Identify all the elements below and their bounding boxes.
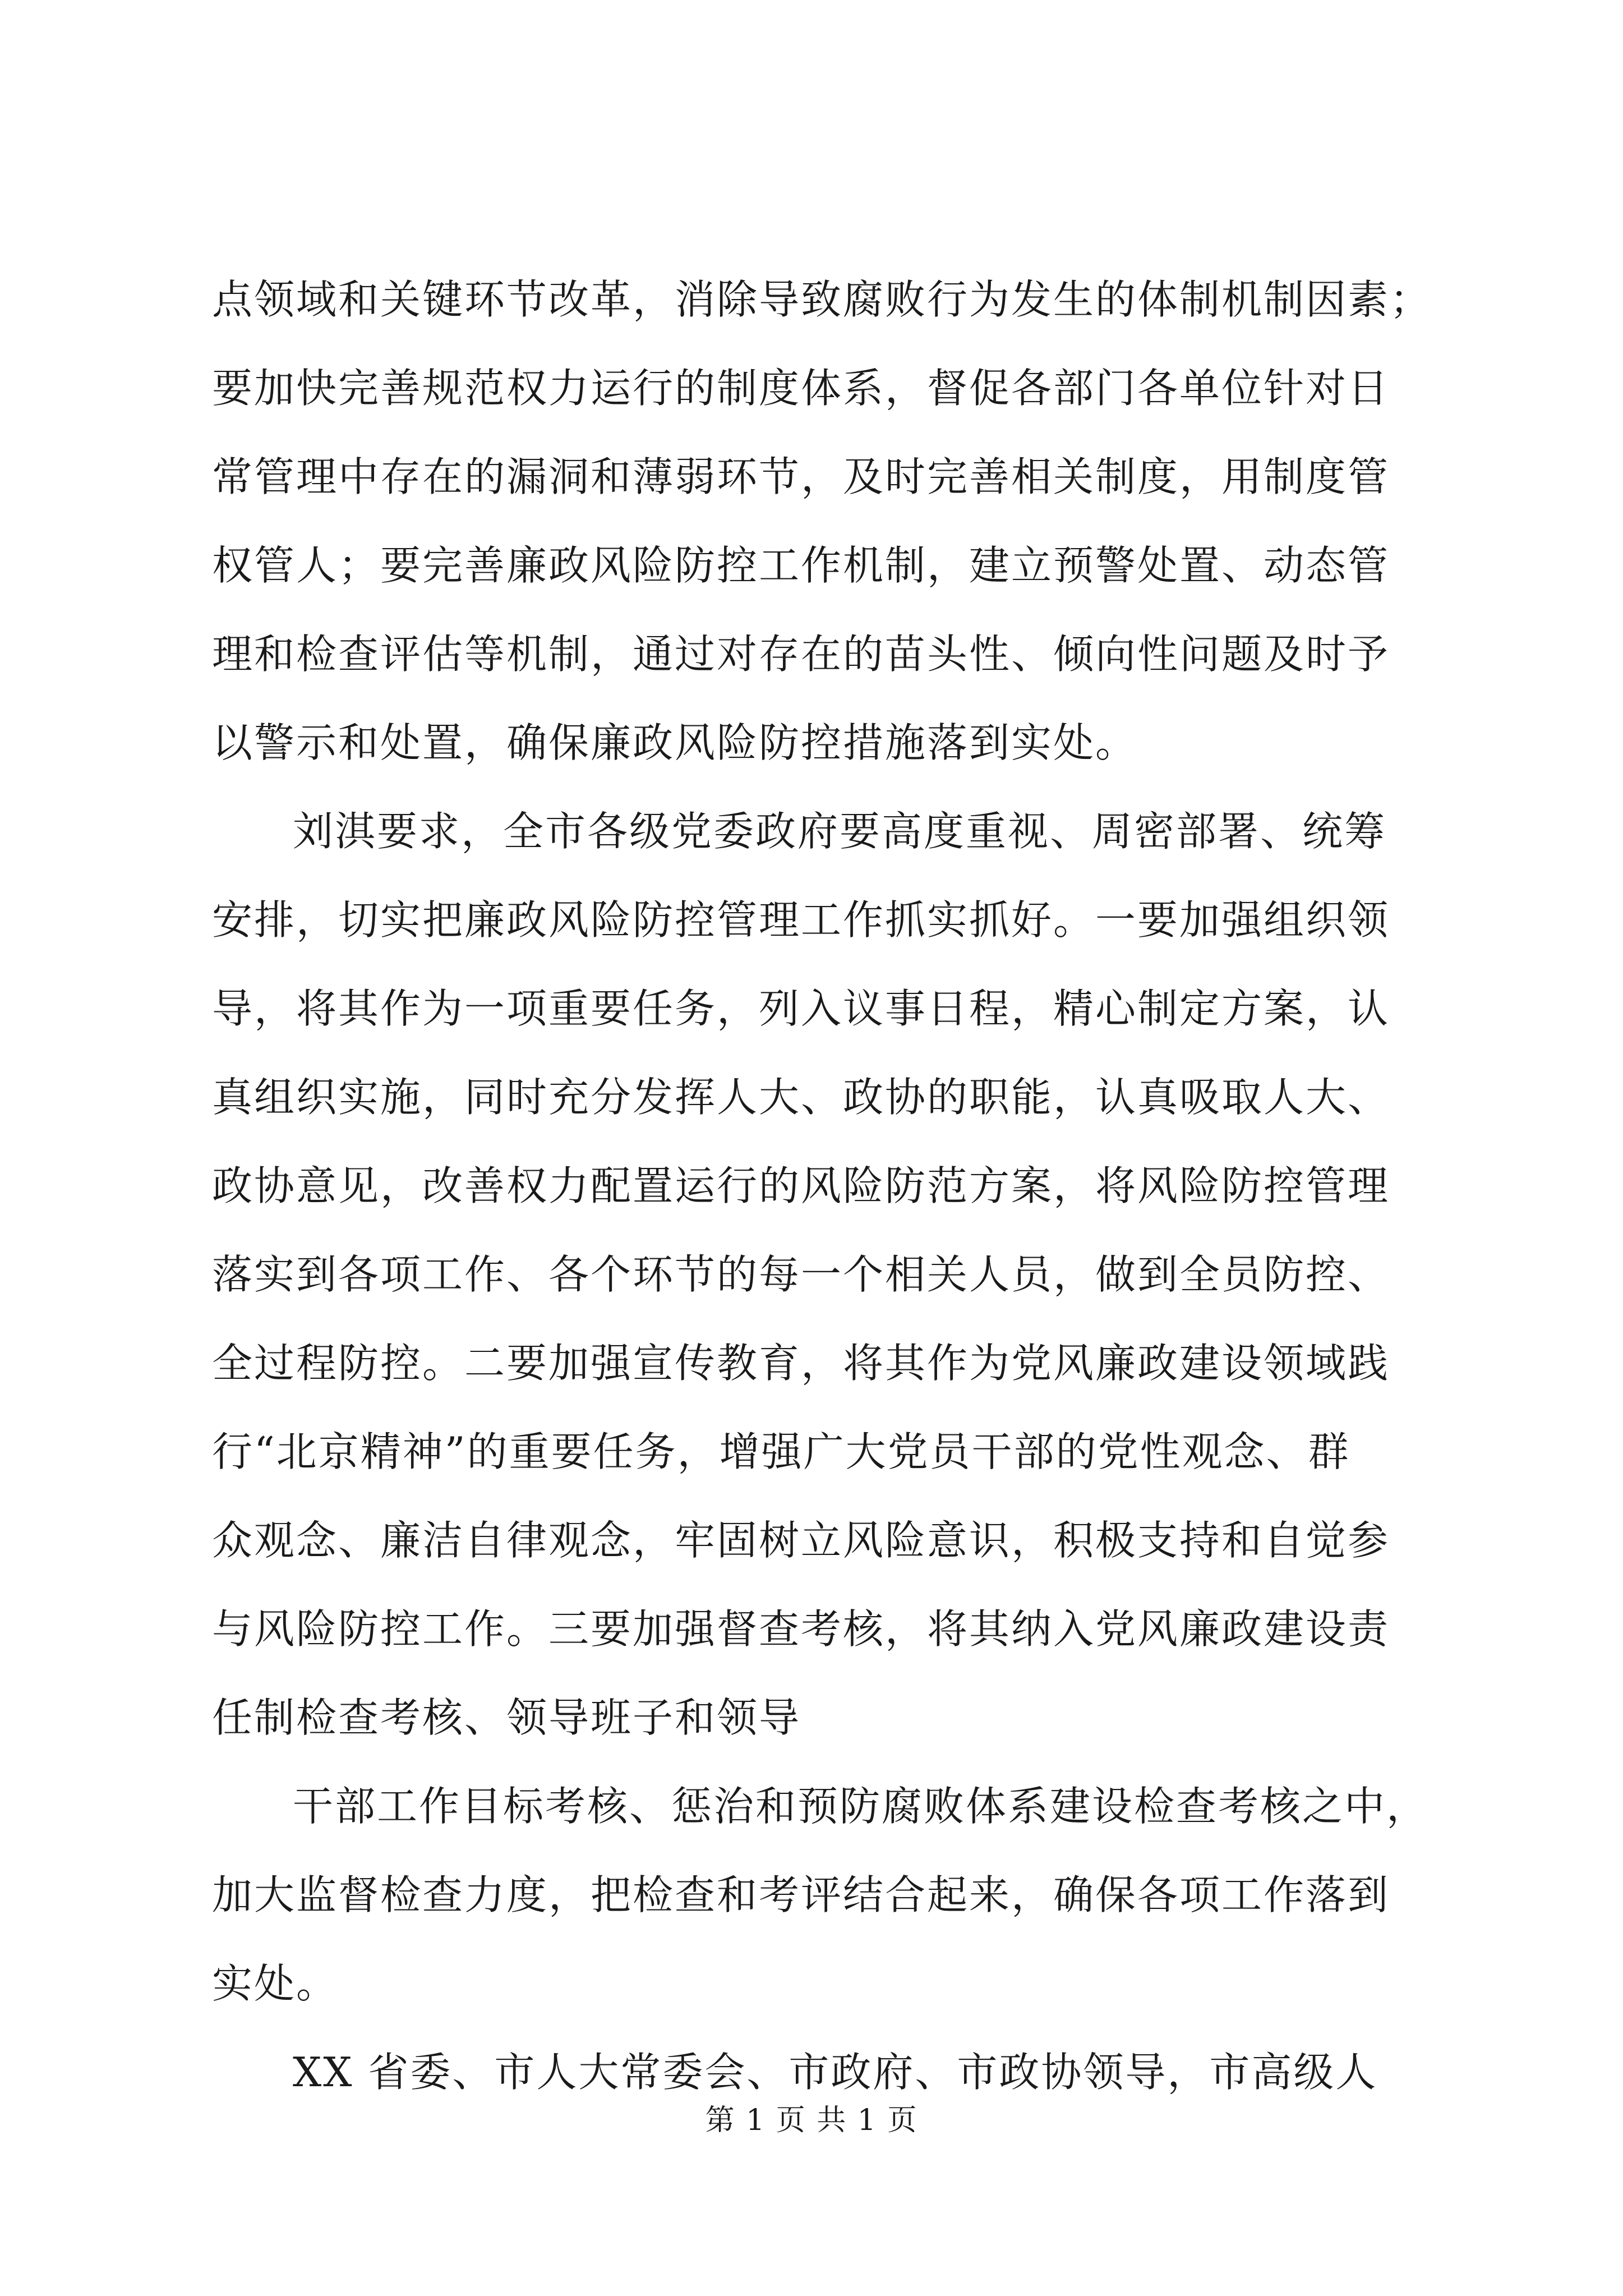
text-line: 以警示和处置，确保廉政风险防控措施落到实处。: [212, 719, 1138, 766]
text-line: 行“北京精神”的重要任务，增强广大党员干部的党性观念、群: [212, 1428, 1350, 1475]
text-line: 众观念、廉洁自律观念，牢固树立风险意识，积极支持和自觉参: [212, 1517, 1390, 1564]
text-line: 政协意见，改善权力配置运行的风险防范方案，将风险防控管理: [212, 1162, 1390, 1209]
text-line: 真组织实施，同时充分发挥人大、政协的职能，认真吸取人大、: [212, 1074, 1390, 1121]
text-line: 实处。: [212, 1960, 339, 2007]
page-footer: [0, 2101, 1623, 2140]
paragraph-1: [212, 255, 1435, 787]
text-line: 常管理中存在的漏洞和薄弱环节，及时完善相关制度，用制度管: [212, 453, 1390, 500]
text-line: 全过程防控。二要加强宣传教育，将其作为党风廉政建设领域践: [212, 1340, 1390, 1387]
document-body: [212, 255, 1435, 2116]
text-line: 安排，切实把廉政风险防控管理工作抓实抓好。一要加强组织领: [212, 896, 1390, 944]
text-line: 任制检查考核、领导班子和领导: [212, 1694, 801, 1741]
text-line: 落实到各项工作、各个环节的每一个相关人员，做到全员防控、: [212, 1251, 1390, 1298]
text-line: 加大监督检查力度，把检查和考评结合起来，确保各项工作落到: [212, 1871, 1390, 1918]
text-line: 要加快完善规范权力运行的制度体系，督促各部门各单位针对日: [212, 365, 1390, 412]
text-line: 与风险防控工作。三要加强督查考核，将其纳入党风廉政建设责: [212, 1605, 1390, 1653]
text-line: 理和检查评估等机制，通过对存在的苗头性、倾向性问题及时予: [212, 631, 1390, 678]
text-line: XX 省委、市人大常委会、市政府、市政协领导，市高级人: [293, 2049, 1378, 2096]
text-line: 权管人；要完善廉政风险防控工作机制，建立预警处置、动态管: [212, 542, 1390, 589]
text-line: 点领域和关键环节改革，消除导致腐败行为发生的体制机制因素；: [212, 276, 1432, 323]
page-number-label: 第 1 页 共 1 页: [705, 2104, 918, 2137]
text-line: 导，将其作为一项重要任务，列入议事日程，精心制定方案，认: [212, 985, 1390, 1032]
text-line: 干部工作目标考核、惩治和预防腐败体系建设检查考核之中，: [293, 1783, 1429, 1830]
paragraph-3: [212, 1762, 1435, 2028]
paragraph-2: [212, 787, 1435, 1762]
text-line: 刘淇要求，全市各级党委政府要高度重视、周密部署、统筹: [293, 808, 1387, 855]
